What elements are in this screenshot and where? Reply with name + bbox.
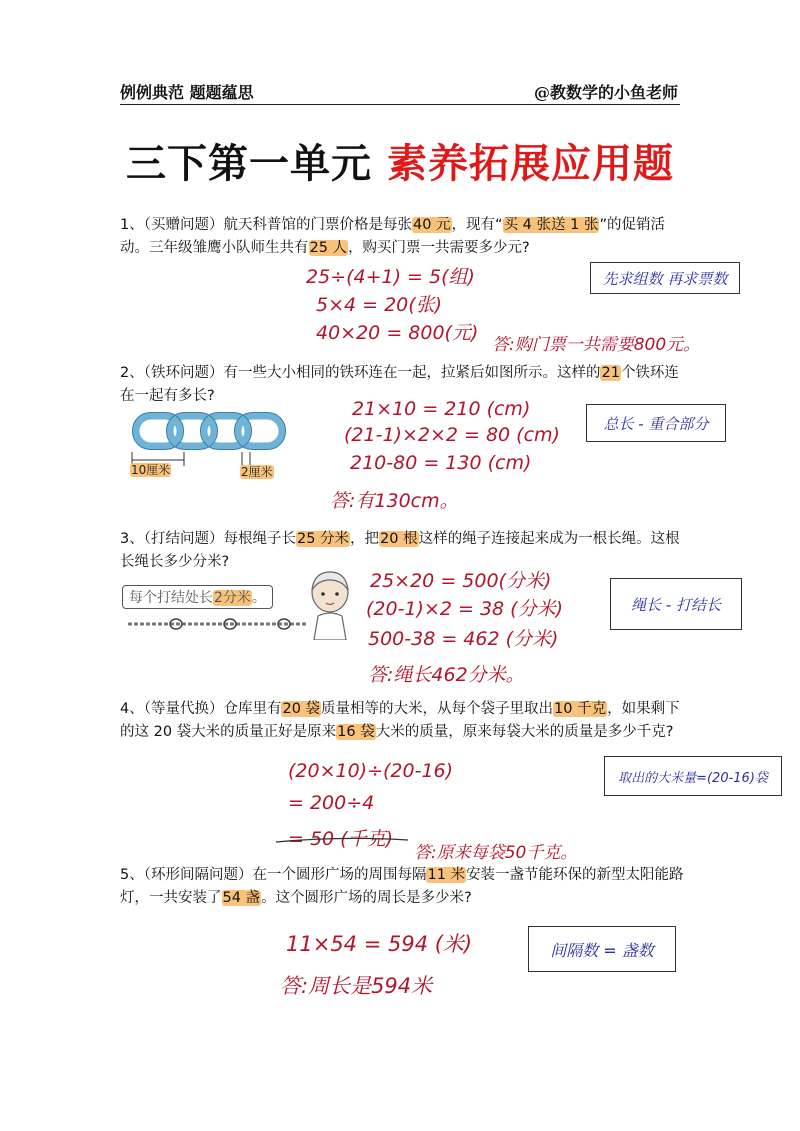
- q3-highlight-count: 20 根: [380, 531, 418, 547]
- q3-note-box: 绳长 - 打结长: [610, 578, 742, 630]
- q1-work-line: 5×4 = 20(张): [316, 294, 443, 316]
- q1-text: ，现有“: [451, 217, 503, 233]
- q3-work-line: (20-1)×2 = 38 (分米): [366, 598, 563, 620]
- q2-work-line: 210-80 = 130 (cm): [350, 452, 532, 474]
- q3-speech-bubble: 每个打结处长2分米。: [122, 585, 273, 609]
- question-4: [120, 698, 692, 744]
- q5-note-box: 间隔数 = 盏数: [528, 926, 676, 972]
- q4-text: 质量相等的大米，从每个袋子里取出: [321, 701, 554, 717]
- q2-note-box: 总长 - 重合部分: [586, 404, 726, 442]
- q2-highlight-count: 21: [601, 365, 620, 381]
- q2-figure-label-right: 2厘米: [241, 465, 273, 479]
- q4-text: ，如果剩下的这 20 袋大米的质量正好是原来: [120, 701, 680, 740]
- q1-text: ”的促销活动。三年级雏鹰小队师生共有: [120, 217, 665, 256]
- q5-text: 。这个圆形广场的周长是多少米?: [261, 890, 472, 906]
- q3-text: 3、（打结问题）每根绳子长: [120, 531, 296, 547]
- q2-text: 2、（铁环问题）有一些大小相同的铁环连在一起，拉紧后如图所示。这样的: [120, 365, 601, 381]
- q4-highlight-bags: 20 袋: [282, 701, 321, 717]
- q4-underline-stroke: [272, 828, 412, 848]
- q1-work-line: 40×20 = 800(元): [316, 322, 479, 344]
- q1-answer: 答:购门票一共需要800元。: [492, 335, 701, 355]
- q1-note-box: 先求组数 再求票数: [590, 262, 740, 294]
- header-left: 例例典范 题题蕴思: [120, 83, 254, 102]
- q3-work-line: 500-38 = 462 (分米): [368, 628, 559, 650]
- q1-highlight-people: 25 人: [309, 240, 348, 256]
- page-title: [0, 132, 800, 189]
- q2-text: 个铁环连在一起有多长?: [120, 365, 679, 404]
- q3-text: 这样的绳子连接起来成为一根长绳。这根长绳长多少分米?: [120, 531, 680, 570]
- q4-highlight-kg: 10 千克: [554, 701, 607, 717]
- q5-highlight-interval: 11 米: [427, 867, 466, 883]
- q3-work-line: 25×20 = 500(分米): [370, 570, 552, 592]
- header-right: @教数学的小鱼老师: [533, 83, 678, 102]
- q2-figure-label-left: 10厘米: [131, 463, 171, 477]
- q5-text: 5、（环形间隔问题）在一个圆形广场的周围每隔: [120, 867, 427, 883]
- q1-work-line: 25÷(4+1) = 5(组): [306, 266, 475, 288]
- rope-figure: [124, 612, 310, 636]
- q4-work-line: (20×10)÷(20-16): [288, 760, 454, 782]
- q1-text: ，购买门票一共需要多少元?: [348, 240, 530, 256]
- q5-answer: 答:周长是594米: [280, 974, 433, 998]
- q4-work-line: = 50 (千克): [288, 828, 394, 850]
- q2-work-line: 21×10 = 210 (cm): [352, 398, 531, 420]
- header-divider: [120, 104, 680, 105]
- q2-work-line: (21-1)×2×2 = 80 (cm): [344, 424, 560, 446]
- question-1: [120, 214, 692, 260]
- q4-highlight-bags2: 16 袋: [337, 724, 375, 740]
- q3-answer: 答:绳长462分米。: [368, 664, 525, 686]
- girl-illustration: [304, 568, 356, 640]
- q4-note-box: 取出的大米量=(20-16)袋: [604, 756, 782, 796]
- q3-highlight-length: 25 分米: [296, 531, 350, 547]
- q1-text: 1、（买赠问题）航天科普馆的门票价格是每张: [120, 217, 412, 233]
- q1-highlight-price: 40 元: [412, 217, 451, 233]
- q1-highlight-offer: 买 4 张送 1 张: [503, 217, 599, 233]
- title-red: 素养拓展应用题: [386, 141, 674, 187]
- q3-text: ，把: [350, 531, 380, 547]
- question-5: [120, 864, 692, 910]
- q2-answer: 答:有130cm。: [330, 490, 459, 512]
- q5-text: 安装一盏节能环保的新型太阳能路灯，一共安装了: [120, 867, 684, 906]
- q4-answer: 答:原来每袋50千克。: [414, 843, 578, 863]
- q5-work-line: 11×54 = 594 (米): [286, 932, 473, 956]
- q4-text: 4、（等量代换）仓库里有: [120, 701, 282, 717]
- q4-work-line: = 200÷4: [288, 792, 375, 814]
- title-black: 三下第一单元: [126, 141, 387, 187]
- q4-text: 大米的质量，原来每袋大米的质量是多少千克?: [375, 724, 674, 740]
- q5-highlight-lamps: 54 盏: [222, 890, 261, 906]
